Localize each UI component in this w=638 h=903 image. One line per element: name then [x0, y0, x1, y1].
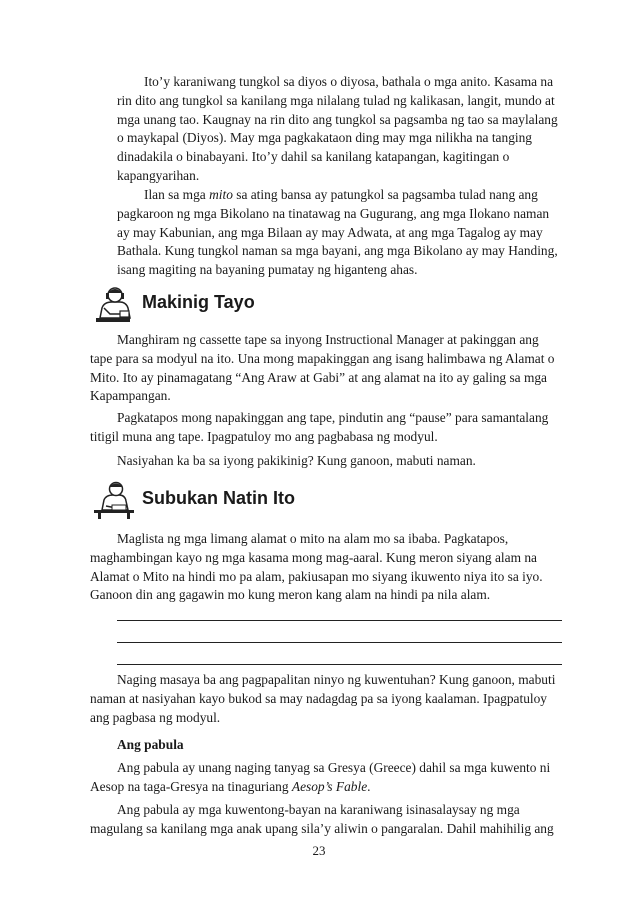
subukan-heading: Subukan Natin Ito [142, 488, 295, 508]
listening-person-icon [94, 284, 138, 329]
makinig-paragraph-1: Manghiram ng cassette tape sa inyong Instructional Manager at pakinggan ang tape para sa modyul na ito. Una mong mapakinggan ang isang halimbawa ng Alamat o Mito. Ito ay pinamagatang “Ang Araw at Gabi” at ang alamat na ito ay galing sa mga Kapampangan. [90, 332, 555, 404]
answer-line[interactable] [117, 664, 562, 665]
aesops-fable-italic: Aesop’s Fable [291, 778, 368, 794]
subukan-paragraph-2: Naging masaya ba ang pagpapalitan ninyo ng kuwentuhan? Kung ganoon, mabuti naman at nasiyahan kayo bukod sa may nadagdag pa sa iyong kaalaman. Ipagpatuloy ang pagbasa ng modyul. [90, 672, 556, 725]
makinig-paragraph-3: Nasiyahan ka ba sa iyong pakikinig? Kung ganoon, mabuti naman. [117, 453, 476, 468]
page-number: 23 [312, 843, 326, 858]
writing-person-icon [94, 480, 138, 525]
subukan-heading-row [94, 480, 394, 516]
pabula-paragraph-1: Ang pabula ay unang naging tanyag sa Gresya (Greece) dahil sa mga kuwento ni Aesop na taga-Gresya na tinaguriang Aesop’s Fable. [90, 760, 551, 794]
pabula-paragraph-2: Ang pabula ay mga kuwentong-bayan na karaniwang isinasalaysay ng mga magulang sa kanilang mga anak upang sila’y aliwin o pangaralan. Dahil mahihilig ang [90, 802, 554, 836]
mito-paragraph-1: Ito’y karaniwang tungkol sa diyos o diyosa, bathala o mga anito. Kasama na rin dito ang tungkol sa kanilang mga nilalang tulad ng kalikasan, langit, mundo at mga unang tao. Kaugnay na rin dito ang tungkol sa pagsamba ng tao sa maylalang o maykapal (Diyos). May mga pagkakataon ding may mga nilikha na tanging dinadakila o binabayani. Ito’y dahil sa kanilang katapangan, kagitingan o kapangyarihan. [117, 74, 558, 183]
makinig-heading-row [94, 284, 394, 320]
makinig-paragraph-2: Pagkatapos mong napakinggan ang tape, pindutin ang “pause” para samantalang titigil muna ang tape. Ipagpatuloy mo ang pagbabasa ng modyul. [90, 410, 549, 444]
answer-line[interactable] [117, 620, 562, 621]
subukan-paragraph-1: Maglista ng mga limang alamat o mito na alam mo sa ibaba. Pagkatapos, maghambingan kayo ng mga kasama mong mag-aaral. Kung meron siyang alam na Alamat o Mito na hindi mo pa alam, pakiusapan mo siyang ikuwento niya ito sa iyo. Ganoon din ang gagawin mo kung meron kang alam na hindi pa nila alam. [90, 531, 543, 603]
mito-italic: mito [209, 187, 233, 202]
pabula-title: Ang pabula [117, 737, 184, 752]
mito-paragraph-2: Ilan sa mga mito sa ating bansa ay patungkol sa pagsamba tulad nang ang pagkaroon ng mga Bikolano na tinatawag na Gugurang, ang mga Ilokano naman ay may Kabunian, ang mga Bilaan ay may Adwata, at ang mga Tagalog ay may Bathala. Kung tungkol naman sa mga bayani, ang mga Bikolano ay may Handing, isang magiting na bayaning pumatay ng higanteng ahas. [117, 187, 558, 278]
answer-line[interactable] [117, 642, 562, 643]
makinig-heading: Makinig Tayo [142, 292, 255, 312]
